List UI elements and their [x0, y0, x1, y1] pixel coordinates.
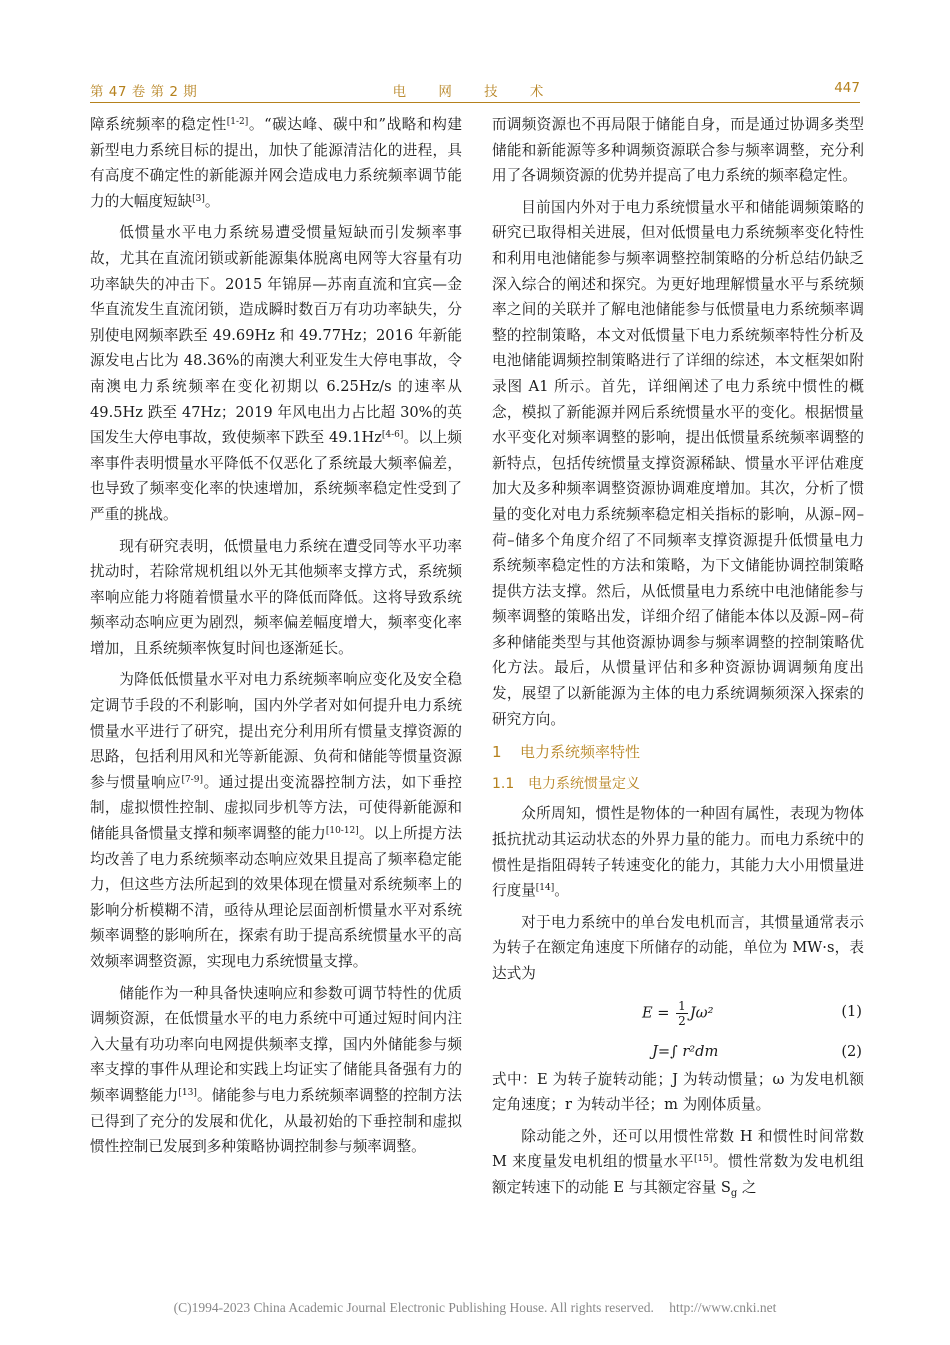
equation-2: J=∫ r²dm (2): [492, 1033, 864, 1067]
citation[interactable]: [7-9]: [181, 774, 203, 785]
paragraph: 对于电力系统中的单台发电机而言，其惯量通常表示为转子在额定角速度下所储存的动能，单位为 MW·s，表达式为: [492, 913, 864, 982]
paragraph: 障系统频率的稳定性[1-2]。“碳达峰、碳中和”战略和构建新型电力系统目标的提出，加快了能源清洁化的进程，具有高度不确定性的新能源并网会造成电力系统频率调节能力的大幅度短缺[3]。: [90, 116, 462, 210]
right-column: [492, 112, 864, 1212]
page-number: 447: [834, 80, 860, 96]
paragraph: 除动能之外，还可以用惯性常数 H 和惯性时间常数 M 来度量发电机组的惯量水平[15]。惯性常数为发电机组额定转速下的动能 E 与其额定容量 $S_g$ 之: [492, 1127, 864, 1199]
journal-title: 电 网 技 术: [392, 84, 558, 100]
citation[interactable]: [15]: [693, 1154, 713, 1165]
citation[interactable]: [13]: [178, 1087, 197, 1098]
equation-1: E = $\frac{1}{2}$ Jω² (1): [642, 998, 862, 1028]
citation[interactable]: [10-12]: [325, 826, 359, 837]
paragraph: 低惯量水平电力系统易遭受惯量短缺而引发频率事故，尤其在直流闭锁或新能源集体脱离电网等大容量有功功率缺失的冲击下。2015 年锦屏—苏南直流和宜宾—金华直流发生直流闭锁，造成瞬时数百万有功功率缺失，分别使电网频率跌至 49.69Hz 和 49.77Hz；2016 年新能源发电占比为 48.36%的南澳大利亚发生大停电事故，令南澳电力系统频率在变化初期以 6.25Hz/s 的速率从 49.5Hz 跌至 47Hz；2019 年风电出力占比超 30%的英国发生大停电事故，致使频率下跌至 49.1Hz[4-6]。以上频率事件表明惯量水平降低不仅恶化了系统最大频率偏差，也导致了频率变化率的快速增加，系统频率稳定性受到了严重的挑战。: [90, 224, 462, 523]
citation[interactable]: [4-6]: [381, 430, 404, 441]
journal-volume: 第 47 卷 第 2 期: [90, 84, 198, 100]
citation[interactable]: [1-2]: [226, 117, 249, 127]
paragraph: 目前国内外对于电力系统惯量水平和储能调频策略的研究已取得相关进展，但对低惯量电力系统频率变化特性和利用电池储能参与频率调整控制策略的分析总结仍缺乏深入综合的阐述和探究。为更好地理解惯量水平与系统频率之间的关联并了解电池储能参与低惯量电力系统频率调整的控制策略，本文对低惯量下电力系统频率特性分析及电池储能调频控制策略进行了详细的综述，本文框架如附录图 A1 所示。首先，详细阐述了电力系统中惯性的概念，模拟了新能源并网后系统惯量水平的变化。根据惯量水平变化对频率调整的影响，提出低惯量系统频率调整的新特点，包括传统惯量支撑资源稀缺、惯量水平评估难度加大及多种频率调整资源协调难度增加。其次，分析了惯量的变化对电力系统频率稳定相关指标的影响，从源–网–荷–储多个角度介绍了不同频率支撑资源提升低惯量电力系统频率稳定性的方法和策略，为下文储能协调控制策略提供方法支撑。然后，从低惯量电力系统中电池储能参与频率调整的策略出发，详细介绍了储能本体以及源–网–荷多种储能类型与其他资源协调参与频率调整的控制策略优化方法。最后，从惯量评估和多种资源协调调频角度出发，展望了以新能源为主体的电力系统调频须深入探索的研究方向。: [492, 198, 864, 728]
header-rule: [90, 102, 860, 103]
cnki-link[interactable]: http://www.cnki.net: [669, 1300, 777, 1315]
equation-number: (1): [841, 1002, 862, 1020]
paragraph: 众所周知，惯性是物体的一种固有属性，表现为物体抵抗扰动其运动状态的外界力量的能力。而电力系统中的惯性是指阻碍转子转速变化的能力，其能力大小用惯量进行度量[14]。: [492, 805, 864, 900]
citation[interactable]: [3]: [192, 193, 205, 204]
left-column: [90, 112, 462, 1166]
copyright-text: (C)1994-2023 China Academic Journal Electronic Publishing House. All rights reserved.: [173, 1300, 654, 1315]
subsection-heading: 1.1 电力系统惯量定义: [492, 775, 640, 792]
paragraph: 而调频资源也不再局限于储能自身，而是通过协调多类型储能和新能源等多种调频资源联合参与频率调整，充分利用了各调频资源的优势并提高了电力系统的频率稳定性。: [492, 116, 864, 185]
paragraph: 为降低低惯量水平对电力系统频率响应变化及安全稳定调节手段的不利影响，国内外学者对如何提升电力系统惯量水平进行了研究，提出充分利用所有惯量支撑资源的思路，包括利用风和光等新能源、负荷和储能等惯量资源参与惯量响应[7-9]。通过提出变流器控制方法，如下垂控制，虚拟惯性控制、虚拟同步机等方法，可使得新能源和储能具备惯量支撑和频率调整的能力[10-12]。以上所提方法均改善了电力系统频率动态响应效果且提高了频率稳定能力，但这些方法所起到的效果体现在惯量对系统频率上的影响分析模糊不清，亟待从理论层面剖析惯量水平对系统频率调整的影响所在，探索有助于提高系统惯量水平的高效频率调整资源，实现电力系统惯量支撑。: [90, 671, 462, 970]
section-heading: 1 电力系统频率特性: [492, 743, 641, 762]
page-footer: [0, 1300, 950, 1316]
page-header: [90, 80, 860, 102]
paragraph: 现有研究表明，低惯量电力系统在遭受同等水平功率扰动时，若除常规机组以外无其他频率支撑方式，系统频率响应能力将随着惯量水平的降低而降低。这将导致系统频率动态响应更为剧烈，频率偏差幅度增大，频率变化率增加，且系统频率恢复时间也逐渐延长。: [90, 537, 462, 657]
fraction: $\frac{1}{2}$: [678, 998, 686, 1028]
citation[interactable]: [14]: [535, 883, 555, 894]
equation-number: (2): [841, 1042, 862, 1060]
paragraph: 式中：E 为转子旋转动能；J 为转动惯量；ω 为发电机额定角速度；r 为转动半径；m 为刚体质量。: [492, 1070, 864, 1114]
paragraph: 储能作为一种具备快速响应和参数可调节特性的优质调频资源，在低惯量水平的电力系统中可通过短时间内注入大量有功功率向电网提供频率支撑，国内外储能参与频率支撑的事件从理论和实践上均证实了储能具备强有力的频率调整能力[13]。储能参与电力系统频率调整的控制方法已得到了充分的发展和优化，从最初始的下垂控制和虚拟惯性控制已发展到多种策略协调控制参与频率调整。: [90, 984, 462, 1156]
